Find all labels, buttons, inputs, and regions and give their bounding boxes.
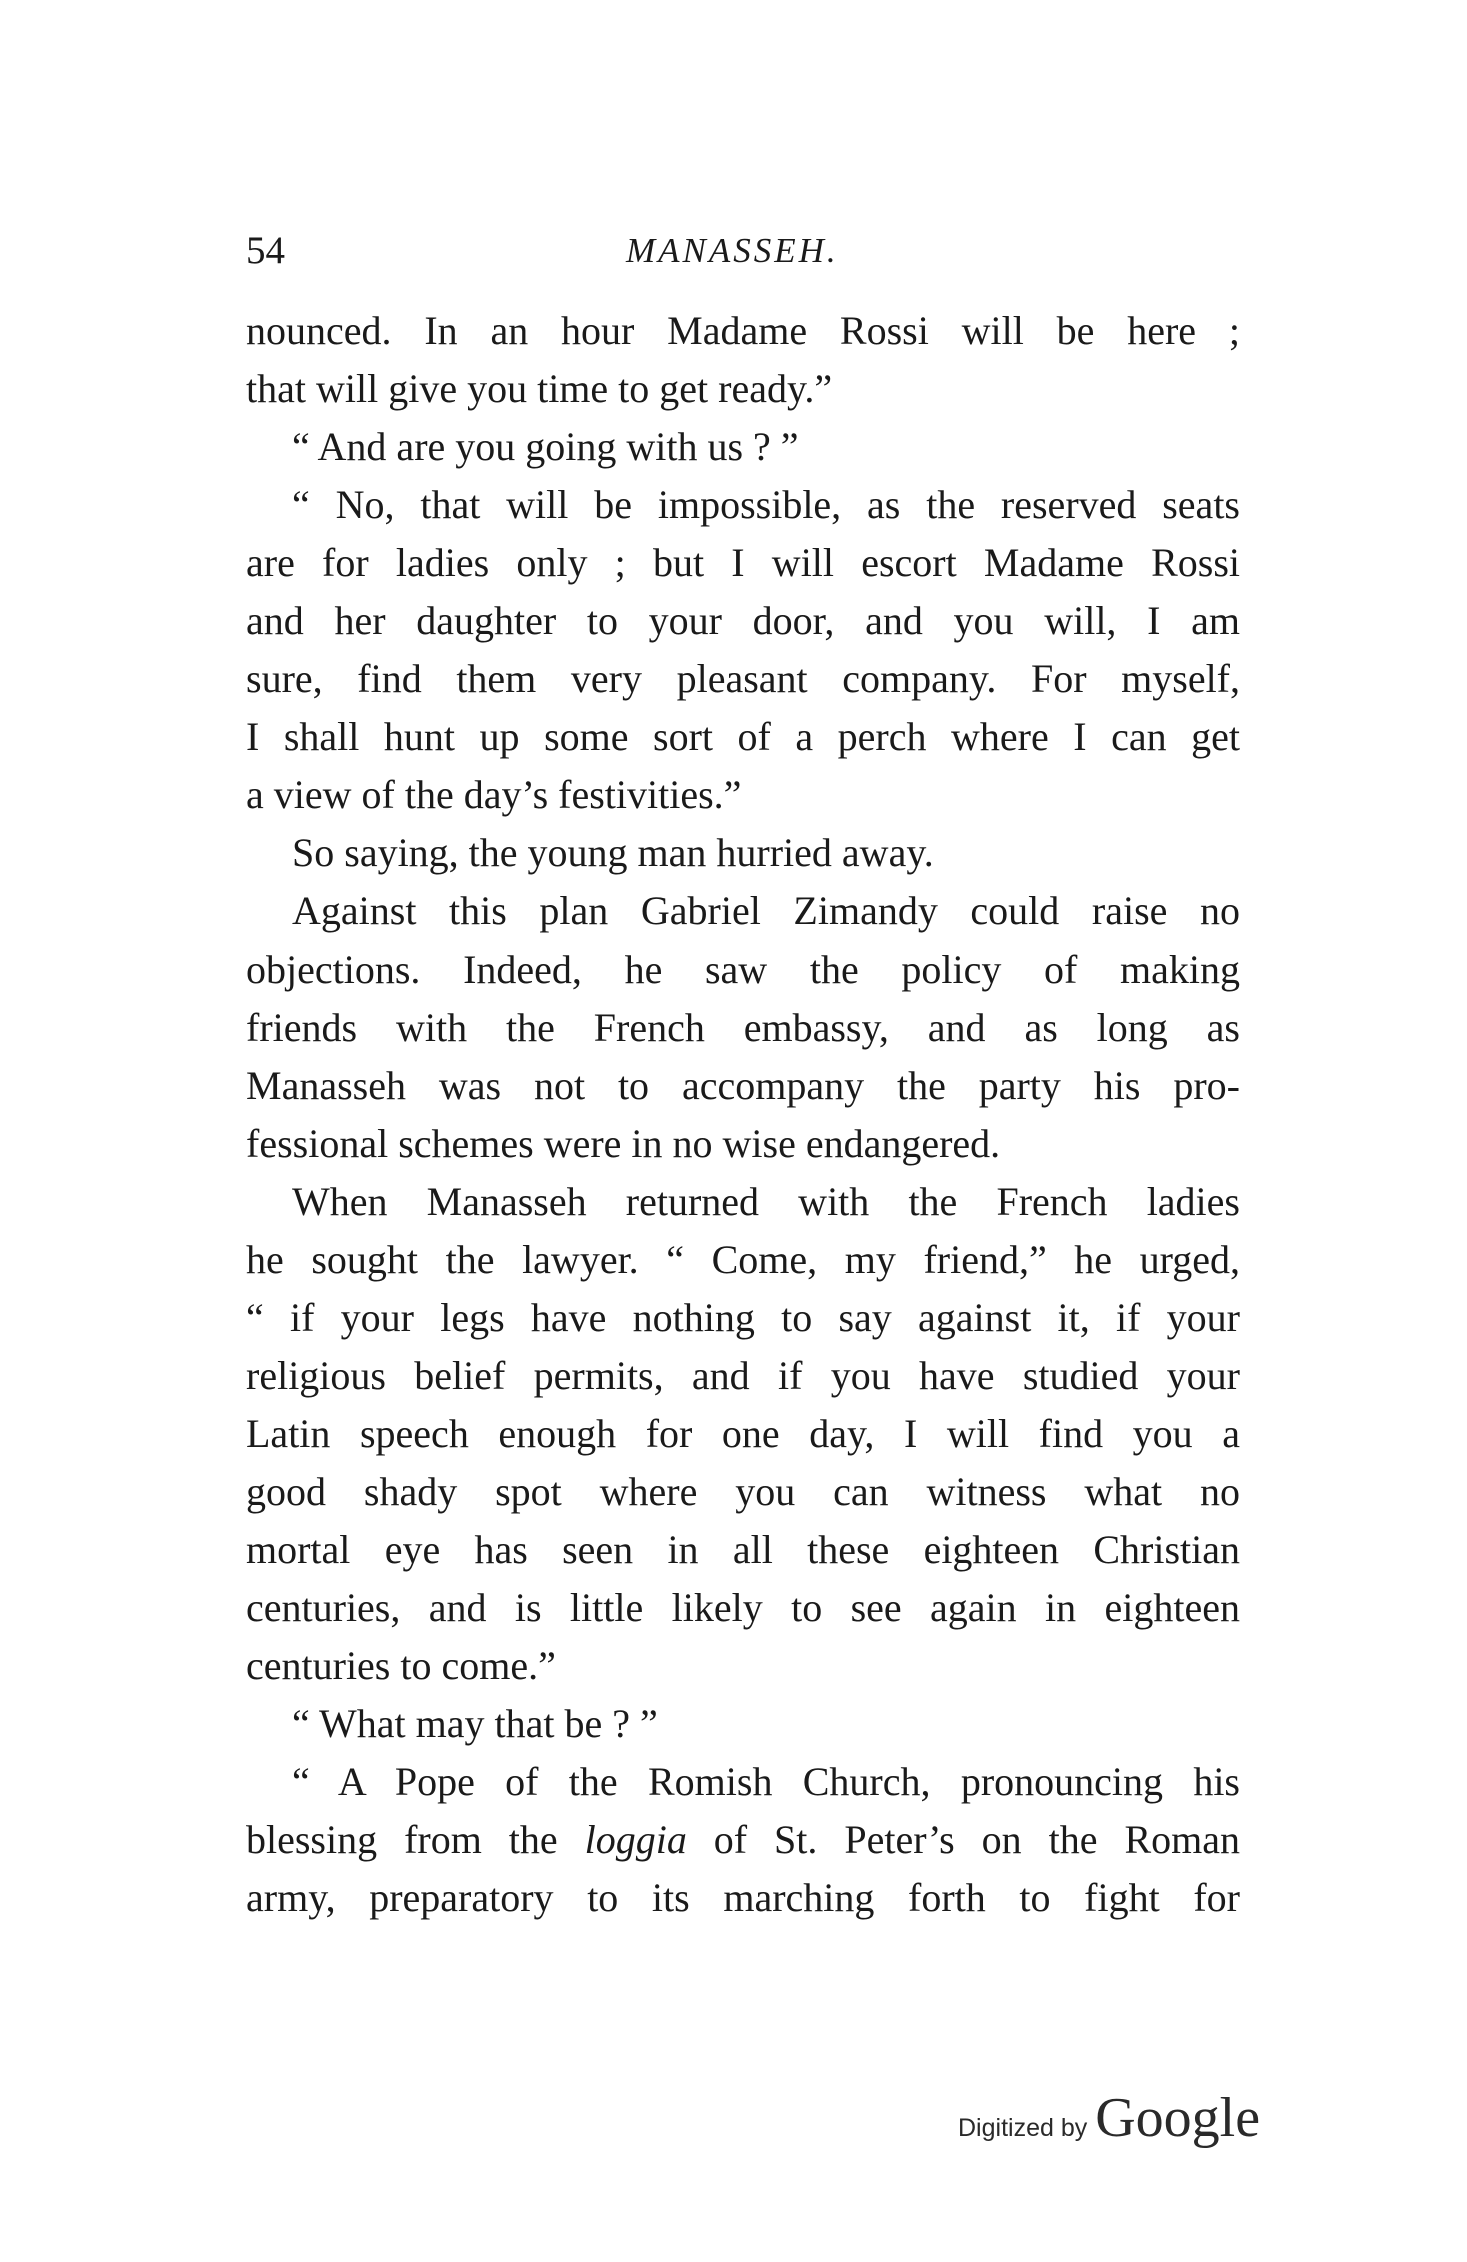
text-line: centuries to come.” <box>246 1643 556 1689</box>
text-line: “ A Pope of the Romish Church, pronouncing his <box>292 1759 1240 1805</box>
text-line: good shady spot where you can witness what no <box>246 1468 1240 1514</box>
text-line: “ And are you going with us ? ” <box>292 424 799 470</box>
text-line: friends with the French embassy, and as long as <box>246 1004 1240 1050</box>
text-line: army, preparatory to its marching forth to fight for <box>246 1875 1240 1921</box>
text-line: and her daughter to your door, and you will, I am <box>246 598 1240 644</box>
body-text <box>246 302 1240 1927</box>
text-line: Against this plan Gabriel Zimandy could raise no <box>292 888 1240 934</box>
text-segment: blessing from the <box>246 1817 585 1863</box>
text-line: nounced. In an hour Madame Rossi will be here ; <box>246 308 1240 353</box>
running-title: MANASSEH. <box>626 231 839 270</box>
text-line: religious belief permits, and if you have studied your <box>246 1352 1240 1398</box>
text-line: sure, find them very pleasant company. For myself, <box>246 656 1240 702</box>
text-line: “ No, that will be impossible, as the reserved seats <box>292 482 1240 528</box>
text-line: When Manasseh returned with the French ladies <box>292 1178 1240 1224</box>
text-line: he sought the lawyer. “ Come, my friend,” he urged, <box>246 1236 1240 1282</box>
digitized-watermark <box>958 2086 1260 2156</box>
text-line: Manasseh was not to accompany the party his pro- <box>246 1062 1240 1108</box>
text-line: fessional schemes were in no wise endangered. <box>246 1120 1001 1166</box>
text-line: “ if your legs have nothing to say against it, if your <box>246 1294 1240 1340</box>
text-line: objections. Indeed, he saw the policy of making <box>246 946 1240 992</box>
text-line: mortal eye has seen in all these eighteen Christian <box>246 1526 1240 1572</box>
page-header <box>246 226 1246 286</box>
google-logo: Google <box>1095 2087 1261 2149</box>
text-line: that will give you time to get ready.” <box>246 366 833 412</box>
text-line: “ What may that be ? ” <box>292 1701 658 1747</box>
text-line: centuries, and is little likely to see again in eighteen <box>246 1585 1240 1631</box>
italic-word: loggia <box>584 1817 687 1863</box>
digitized-by-label: Digitized by <box>958 2114 1088 2142</box>
text-line: I shall hunt up some sort of a perch where I can get <box>246 714 1240 760</box>
text-line: a view of the day’s festivities.” <box>246 772 742 818</box>
page-number: 54 <box>246 229 285 272</box>
text-line <box>246 1811 1240 1869</box>
text-segment: of St. Peter’s on the Roman <box>686 1817 1240 1863</box>
text-line: Latin speech enough for one day, I will find you a <box>246 1410 1240 1456</box>
text-line: are for ladies only ; but I will escort Madame Rossi <box>246 540 1240 586</box>
text-line: So saying, the young man hurried away. <box>292 830 934 876</box>
